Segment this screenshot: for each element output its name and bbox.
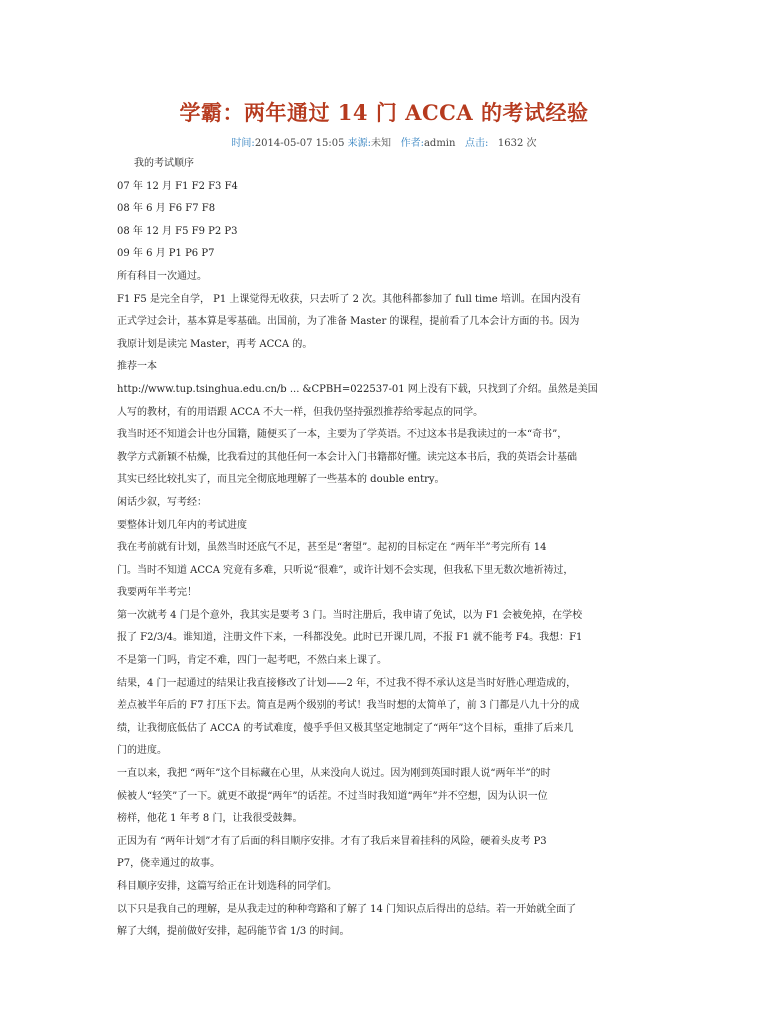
text-line: F1 F5 是完全自学， P1 上课觉得无收获，只去听了 2 次。其他科都参加了 full time 培训。在国内没有	[117, 293, 581, 305]
text-line: 07 年 12 月 F1 F2 F3 F4	[117, 180, 238, 192]
text-line: 09 年 6 月 P1 P6 P7	[117, 248, 215, 260]
text-line: P7，侥幸通过的故事。	[117, 858, 221, 870]
text-line: 闲话少叙，写考经：	[117, 496, 207, 508]
text-line: 一直以来，我把 “两年”这个目标藏在心里，从来没向人说过。因为刚到英国时跟人说“两年半”的时	[117, 768, 551, 780]
text-line: 我在考前就有计划，虽然当时还底气不足，甚至是“奢望”。起初的目标定在 “两年半”考完所有 14	[117, 542, 547, 554]
text-line: 榜样，他花 1 年考 8 门，让我很受鼓舞。	[117, 813, 303, 825]
text-line: 正因为有 “两年计划”才有了后面的科目顺序安排。才有了我后来冒着挂科的风险，硬着头皮考 P3	[117, 835, 547, 847]
text-line: 不是第一门吗，肯定不难，四门一起考吧，不然白来上课了。	[117, 655, 387, 667]
text-line: 人写的教材，有的用语跟 ACCA 不大一样，但我仍坚持强烈推荐给零起点的同学。	[117, 406, 484, 418]
text-line: 候被人“轻笑”了一下。就更不敢提“两年”的话茬。不过当时我知道“两年”并不空想，因为认识一位	[117, 790, 548, 802]
article-body	[117, 153, 653, 944]
text-line: 其实已经比较扎实了，而且完全彻底地理解了一些基本的 double entry。	[117, 474, 445, 486]
time-label: 时间:	[231, 138, 255, 149]
article-title: 学霸：两年通过 14 门 ACCA 的考试经验	[179, 100, 589, 125]
text-line: 推荐一本	[117, 361, 157, 373]
text-line: 绩，让我彻底低估了 ACCA 的考试难度，傻乎乎但又极其坚定地制定了“两年”这个目标，重排了后来几	[117, 722, 574, 734]
text-line: 正式学过会计，基本算是零基础。出国前，为了准备 Master 的课程，提前看了几本会计方面的书。因为	[117, 316, 580, 328]
text-line: 要整体计划几年内的考试进度	[117, 519, 247, 531]
text-line: 我当时还不知道会计也分国籍，随便买了一本，主要为了学英语。不过这本书是我读过的一本“奇书”，	[117, 429, 568, 441]
text-line: 我原计划是读完 Master，再考 ACCA 的。	[117, 338, 313, 350]
text-line: 报了 F2/3/4。谁知道，注册文件下来，一科都没免。此时已开课几周，不报 F1 就不能考 F4。我想：F1	[117, 632, 583, 644]
text-line: 门的进度。	[117, 745, 167, 757]
text-line: 第一次就考 4 门是个意外，我其实是要考 3 门。当时注册后，我申请了免试，以为 F1 会被免掉，在学校	[117, 609, 583, 621]
text-line: 结果，4 门一起通过的结果让我直接修改了计划——2 年，不过我不得不承认这是当时好胜心理造成的，	[117, 677, 577, 689]
text-line: http://www.tup.tsinghua.edu.cn/b ... &CPBH=022537-01 网上没有下载，只找到了介绍。虽然是美国	[117, 383, 598, 395]
author-label: 作者:	[400, 138, 424, 149]
text-line: 我的考试顺序	[134, 158, 194, 169]
source-value: 未知	[371, 138, 392, 149]
author-value: admin	[423, 138, 456, 149]
text-line: 科目顺序安排，这篇写给正在计划选科的同学们。	[117, 881, 337, 892]
source-label: 来源:	[347, 138, 372, 149]
text-line: 解了大纲，提前做好安排，起码能节省 1/3 的时间。	[117, 926, 350, 938]
time-value: 2014-05-07 15:05	[254, 138, 345, 149]
text-line: 08 年 12 月 F5 F9 P2 P3	[117, 225, 238, 237]
text-line: 教学方式新颖不枯燥，比我看过的其他任何一本会计入门书籍都好懂。读完这本书后，我的英语会计基础	[117, 451, 577, 463]
text-line: 所有科目一次通过。	[117, 270, 207, 282]
article-meta	[0, 134, 768, 149]
clicks-value: 1632 次	[497, 138, 537, 149]
text-line: 我要两年半考完！	[117, 587, 197, 599]
clicks-label: 点击:	[464, 138, 489, 149]
text-line: 门。当时不知道 ACCA 究竟有多难，只听说“很难”，或许计划不会实现，但我私下里无数次地祈祷过，	[117, 564, 574, 576]
text-line: 以下只是我自己的理解，是从我走过的种种弯路和了解了 14 门知识点后得出的总结。若一开始就全面了	[117, 903, 577, 915]
text-line: 差点被半年后的 F7 打压下去。简直是两个级别的考试！我当时想的太简单了，前 3 门都是八九十分的成	[117, 700, 580, 712]
text-line: 08 年 6 月 F6 F7 F8	[117, 203, 216, 215]
